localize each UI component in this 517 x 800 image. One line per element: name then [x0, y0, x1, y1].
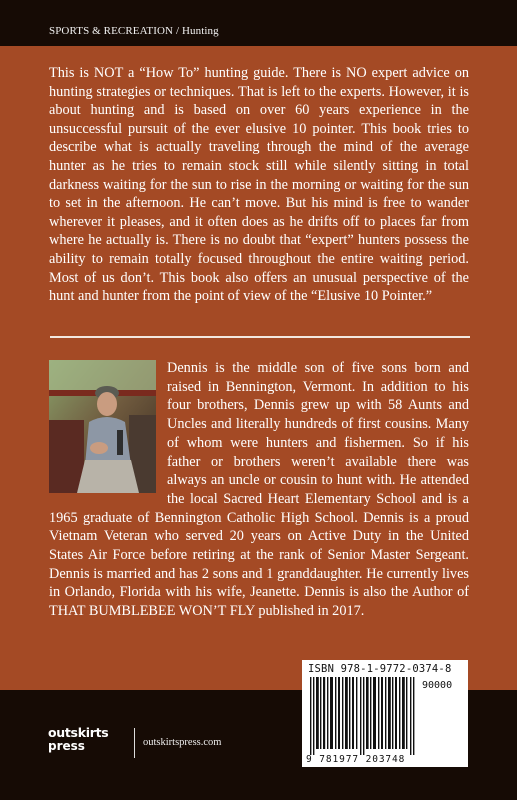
isbn-label: ISBN 978-1-9772-0374-8 — [308, 663, 452, 675]
barcode-digits: 9 781977 203748 — [306, 754, 406, 765]
top-bar — [0, 0, 517, 46]
category-label: SPORTS & RECREATION / Hunting — [49, 25, 219, 37]
logo-divider — [134, 728, 135, 758]
logo-text-press: press — [48, 739, 85, 753]
isbn-barcode — [310, 677, 418, 755]
logo-text-outskirts: outskirts — [48, 725, 109, 740]
photo-spacer — [49, 359, 167, 492]
book-description: This is NOT a “How To” hunting guide. There is NO expert advice on hunting strategies or techniques. That is left to the experts. However, it is about hunting and is based on over 60 years experience in the unsuccessful pursuit of the ever elusive 10 pointer. This book tries to describe what is actually traveling through the mind of the average hunter as he tries to remain stock still while silently sitting in total darkness waiting for the sun to rise in the morning or waiting for the sun to set in the afternoon. He can’t move. But his mind is free to wander wherever it pleases, and it often does as he drifts off to places far from where he actually is. There is no doubt that “expert” hunters possess the ability to remain totally focused throughout the entire waiting period. Most of us don’t. This book also offers an unusual perspective of the hunt and hunter from the point of view of the “Elusive 10 Pointer.” — [49, 65, 469, 305]
price-code: 90000 — [422, 680, 453, 691]
section-divider — [50, 336, 470, 338]
publisher-logo — [48, 723, 128, 759]
publisher-website: outskirtspress.com — [143, 737, 222, 748]
author-bio — [49, 359, 469, 621]
author-bio-text: Dennis is the middle son of five sons born and raised in Bennington, Vermont. In addition to his four brothers, Dennis grew up with 58 Aunts and Uncles and literally hundreds of first cousins. Many of whom were hunters and fishermen. So if his father or brothers weren’t available there was always an uncle or cousin to hunt with. He attended the local Sacred Heart Elementary School and is a 1965 graduate of Bennington Catholic High School. Dennis is a proud Vietnam Veteran who served 20 years on Active Duty in the United States Air Force before retiring at the rank of Senior Master Sergeant. Dennis is married and has 2 sons and 1 granddaughter. He currently lives in Orlando, Florida with his wife, Jeanette. Dennis is also the Author of THAT BUMBLEBEE WON’T FLY published in 2017. — [49, 360, 469, 620]
barcode-box — [302, 660, 468, 767]
